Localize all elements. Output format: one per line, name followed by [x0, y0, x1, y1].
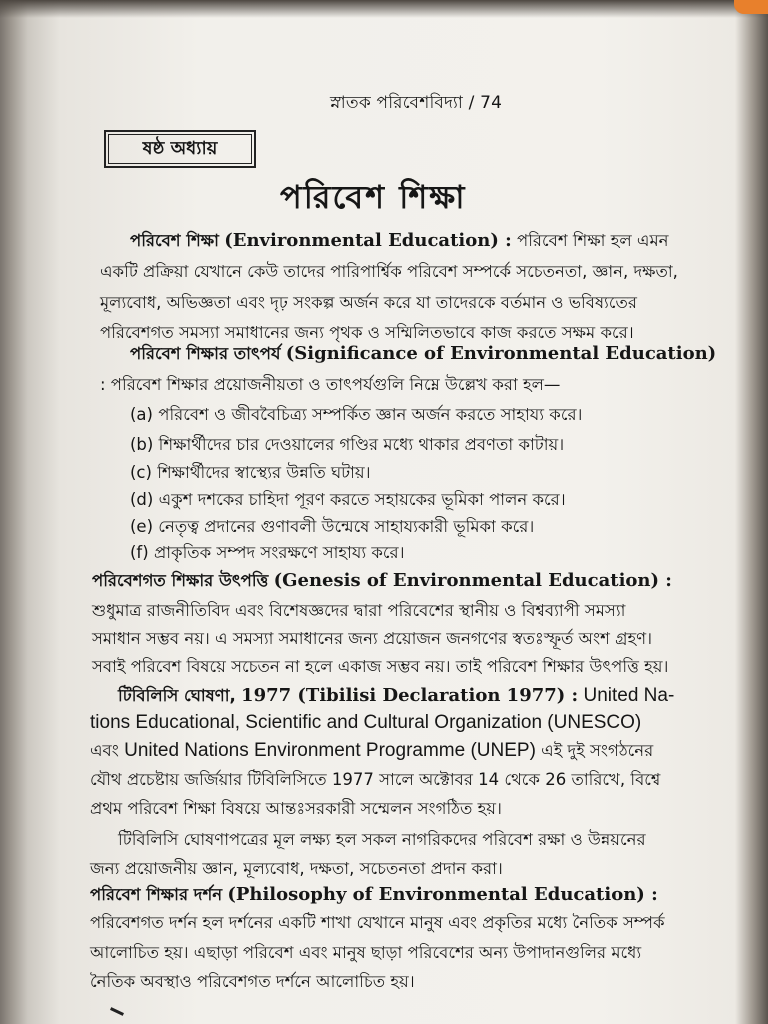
list-item-marker: (a)	[130, 405, 153, 424]
section1-heading-bn: পরিবেশ শিক্ষা	[130, 231, 219, 250]
section5-heading-en: (Philosophy of Environmental Education) :	[227, 884, 658, 905]
section1-line4: পরিবেশগত সমস্যা সমাধানের জন্য পৃথক ও সম্মিলিতভাবে কাজ করতে সক্ষম করে।	[100, 323, 634, 342]
section4-para2-line2: জন্য প্রয়োজনীয় জ্ঞান, মূল্যবোধ, দক্ষতা, সচেতনতা প্রদান করা।	[90, 859, 503, 878]
section1-heading-en: (Environmental Education) :	[224, 230, 512, 251]
section4-line3-bn: এবং	[90, 741, 119, 760]
page-mark	[110, 1007, 124, 1016]
section4-line3-rest: এই দুই সংগঠনের	[541, 741, 654, 760]
section2-heading-bn: পরিবেশ শিক্ষার তাৎপর্য	[130, 344, 281, 363]
section4-line2-text: tions Educational, Scientific and Cultural Organization (UNESCO)	[90, 712, 642, 733]
section5-heading-line	[90, 884, 658, 906]
section3-line1: শুধুমাত্র রাজনীতিবিদ এবং বিশেষজ্ঞদের দ্বারা পরিবেশের স্থানীয় ও বিশ্বব্যাপী সমস্যা	[92, 601, 626, 620]
section3-heading-en: (Genesis of Environmental Education) :	[273, 570, 672, 591]
section4-line4: যৌথ প্রচেষ্টায় জর্জিয়ার টিবিলিসিতে 1977 সালে অক্টোবর 14 থেকে 26 তারিখে, বিশ্বে	[90, 770, 661, 789]
section4-line3-en: United Nations Environment Programme (UNEP)	[124, 740, 536, 761]
section2-intro: : পরিবেশ শিক্ষার প্রয়োজনীয়তা ও তাৎপর্যগুলি নিম্নে উল্লেখ করা হল—	[100, 375, 561, 394]
list-item	[130, 434, 564, 456]
section1-heading-line	[130, 230, 668, 252]
list-item	[130, 516, 534, 538]
list-item	[130, 489, 566, 511]
section4-line2	[90, 712, 641, 734]
section4-heading-en: 1977 (Tibilisi Declaration 1977) :	[241, 685, 579, 706]
section1-line3: মূল্যবোধ, অভিজ্ঞতা এবং দৃঢ় সংকল্প অর্জন করে যা তাদেরকে বর্তমান ও ভবিষ্যতের	[100, 293, 637, 312]
section4-heading-line	[118, 685, 674, 707]
section4-line3	[90, 740, 653, 762]
chapter-title: পরিবেশ শিক্ষা	[280, 178, 467, 216]
section3-line2: সমাধান সম্ভব নয়। এ সমস্যা সমাধানের জন্য প্রয়োজন জনগণের স্বতঃস্ফূর্ত অংশ গ্রহণ।	[92, 629, 652, 648]
list-item-marker: (d)	[130, 490, 154, 509]
list-item	[130, 404, 582, 426]
section5-heading-bn: পরিবেশ শিক্ষার দর্শন	[90, 885, 223, 904]
list-item-text: একুশ দশকের চাহিদা পূরণ করতে সহায়কের ভূমিকা পালন করে।	[158, 490, 566, 509]
section3-heading-bn: পরিবেশগত শিক্ষার উৎপত্তি	[92, 571, 269, 590]
section3-line3: সবাই পরিবেশ বিষয়ে সচেতন না হলে একাজ সম্ভব নয়। তাই পরিবেশ শিক্ষার উৎপত্তি হয়।	[92, 657, 669, 676]
chapter-label-box	[104, 130, 256, 168]
list-item-marker: (b)	[130, 435, 154, 454]
list-item-marker: (c)	[130, 463, 152, 482]
section4-line1-text: United Na-	[583, 685, 675, 706]
section2-heading-en: (Significance of Environmental Education)	[285, 343, 717, 364]
section5-line2: আলোচিত হয়। এছাড়া পরিবেশ এবং মানুষ ছাড়া পরিবেশের অন্য উপাদানগুলির মধ্যে	[90, 943, 642, 962]
chapter-label: ষষ্ঠ অধ্যায়	[108, 134, 252, 164]
section4-line5: প্রথম পরিবেশ শিক্ষা বিষয়ে আন্তঃসরকারী সম্মেলন সংগঠিত হয়।	[90, 799, 502, 818]
list-item-text: প্রাকৃতিক সম্পদ সংরক্ষণে সাহায্য করে।	[153, 543, 405, 562]
list-item-text: শিক্ষার্থীদের স্বাস্থ্যের উন্নতি ঘটায়।	[157, 463, 371, 482]
section1-line1-text: পরিবেশ শিক্ষা হল এমন	[517, 231, 669, 250]
list-item	[130, 542, 405, 564]
list-item-text: পরিবেশ ও জীববৈচিত্র্য সম্পর্কিত জ্ঞান অর্জন করতে সাহায্য করে।	[158, 405, 583, 424]
section2-heading-line	[130, 343, 716, 365]
section1-line2: একটি প্রক্রিয়া যেখানে কেউ তাদের পারিপার্শ্বিক পরিবেশ সম্পর্কে সচেতনতা, জ্ঞান, দক্ষতা,	[100, 262, 678, 281]
list-item-text: শিক্ষার্থীদের চার দেওয়ালের গণ্ডির মধ্যে থাকার প্রবণতা কাটায়।	[158, 435, 565, 454]
section5-line1: পরিবেশগত দর্শন হল দর্শনের একটি শাখা যেখানে মানুষ এবং প্রকৃতির মধ্যে নৈতিক সম্পর্ক	[90, 913, 665, 932]
list-item	[130, 462, 371, 484]
list-item-text: নেতৃত্ব প্রদানের গুণাবলী উন্মেষে সাহায্যকারী ভূমিকা করে।	[158, 517, 535, 536]
list-item-marker: (e)	[130, 517, 154, 536]
section4-heading-bn: টিবিলিসি ঘোষণা,	[118, 686, 236, 705]
running-head: স্নাতক পরিবেশবিদ্যা / 74	[330, 93, 503, 113]
list-item-marker: (f)	[130, 543, 149, 562]
section4-para2-line1: টিবিলিসি ঘোষণাপত্রের মূল লক্ষ্য হল সকল নাগরিকদের পরিবেশ রক্ষা ও উন্নয়নের	[118, 830, 646, 849]
section3-heading-line	[92, 570, 672, 592]
section5-line3: নৈতিক অবস্থাও পরিবেশগত দর্শনে আলোচিত হয়।	[90, 972, 415, 991]
